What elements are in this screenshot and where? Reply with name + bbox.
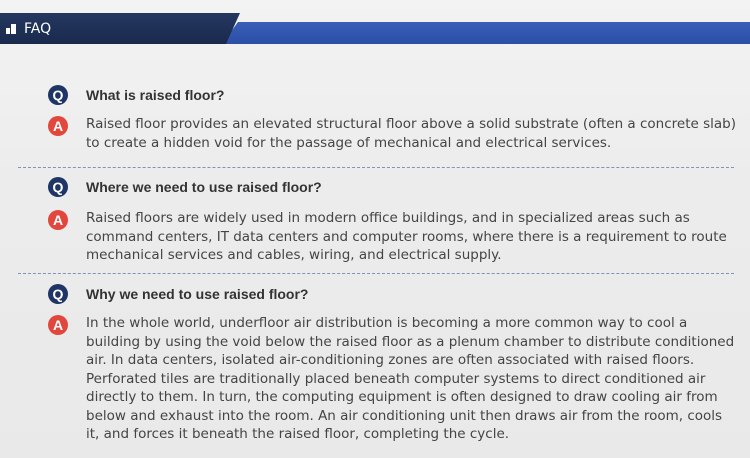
question-row [48, 85, 738, 105]
faq-item-raised-floor-reasons [48, 284, 738, 444]
answer-badge: A [48, 315, 68, 335]
header-accent-bar [222, 22, 750, 44]
answer-text: Raised floors are widely used in modern office buildings, and in specialized areas such as command centers, IT data centers and computer rooms, where there is a requirement to route mechanical services and cables, wiring, and electrical supply. [86, 210, 727, 263]
faq-item-raised-floor-definition [48, 85, 738, 152]
faq-divider [18, 273, 734, 274]
answer-badge: A [48, 116, 68, 136]
question-badge: Q [48, 85, 68, 105]
answer-row [48, 314, 738, 444]
answer-row [48, 115, 738, 152]
answer-row [48, 209, 738, 265]
question-row [48, 177, 738, 197]
question-text: Why we need to use raised floor? [86, 286, 309, 302]
question-text: Where we need to use raised floor? [86, 179, 322, 195]
answer-text: In the whole world, underfloor air distribution is becoming a more common way to cool a building by using the void below the raised floor as a plenum chamber to distribute conditioned air. In data centers, isolated air-conditioning zones are often associated with raised floors. Perforated tiles are traditionally placed beneath computer systems to direct conditioned air directly to them. In turn, the computing equipment is often designed to draw cooling air from below and exhaust into the room. An air conditioning unit then draws air from the room, cools it, and forces it beneath the raised floor, completing the cycle. [86, 315, 735, 442]
page-title: FAQ [24, 21, 52, 37]
answer-badge: A [48, 210, 68, 230]
faq-icon [6, 24, 16, 34]
faq-item-raised-floor-usage-areas [48, 177, 738, 265]
question-badge: Q [48, 177, 68, 197]
faq-header [0, 0, 750, 46]
question-badge: Q [48, 284, 68, 304]
faq-divider [18, 167, 734, 168]
question-text: What is raised floor? [86, 87, 225, 103]
answer-text: Raised floor provides an elevated structural floor above a solid substrate (often a concrete slab) to create a hidden void for the passage of mechanical and electrical services. [86, 116, 736, 151]
question-row [48, 284, 738, 304]
